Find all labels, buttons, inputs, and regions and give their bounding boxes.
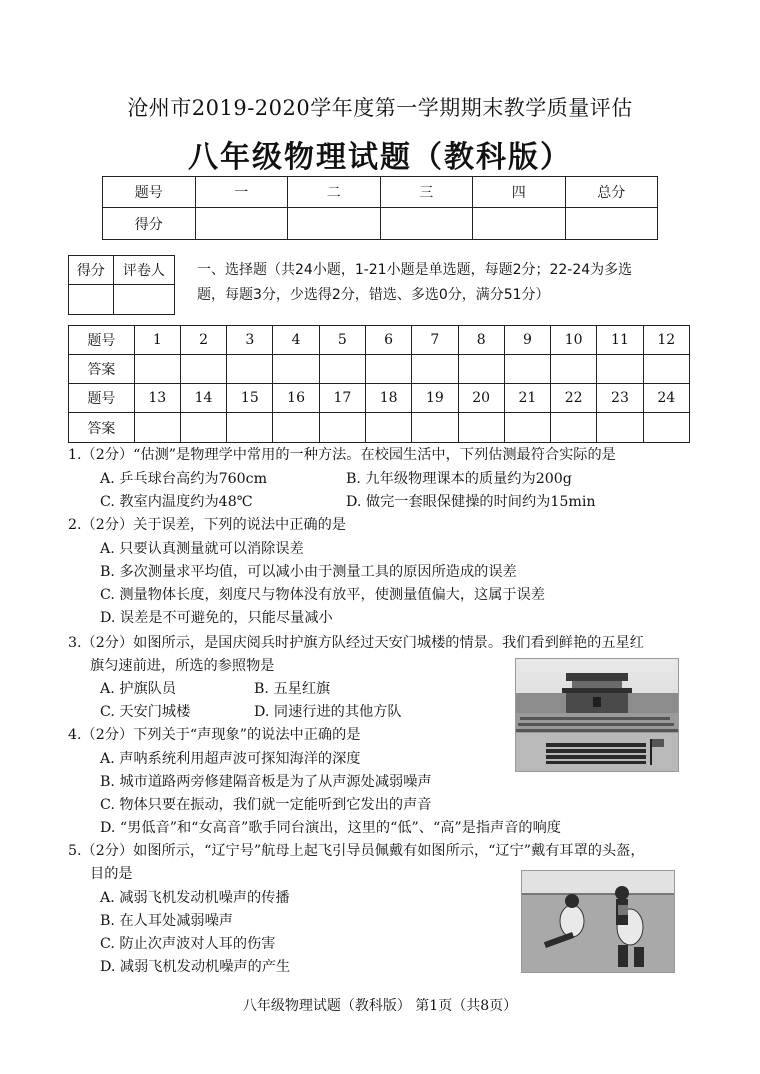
question-number-cell: 8 bbox=[458, 326, 504, 355]
question-number-cell: 6 bbox=[365, 326, 411, 355]
score-cell[interactable] bbox=[380, 208, 473, 240]
score-table-header: 二 bbox=[288, 177, 381, 208]
score-cell[interactable] bbox=[473, 208, 566, 240]
question-3-option-a: A. 护旗队员 bbox=[100, 681, 177, 697]
answer-cell[interactable] bbox=[504, 413, 550, 443]
score-table-header: 题号 bbox=[103, 177, 196, 208]
answer-cell[interactable] bbox=[597, 355, 643, 384]
question-number-cell: 5 bbox=[319, 326, 365, 355]
grader-box bbox=[68, 255, 175, 315]
question-number-cell: 4 bbox=[273, 326, 319, 355]
flight-guide-image bbox=[522, 871, 674, 972]
question-2-stem: 2.（2分）关于误差，下列的说法中正确的是 bbox=[68, 517, 346, 533]
answer-cell[interactable] bbox=[319, 355, 365, 384]
question-number-cell: 13 bbox=[134, 384, 180, 413]
answer-cell[interactable] bbox=[180, 355, 226, 384]
question-5-stem: 5.（2分）如图所示，“辽宁号”航母上起飞引导员佩戴有如图所示，“辽宁”戴有耳罩的头盔， bbox=[68, 843, 645, 859]
answer-cell[interactable] bbox=[365, 355, 411, 384]
score-row-label: 得分 bbox=[103, 208, 196, 240]
score-table-header: 四 bbox=[473, 177, 566, 208]
question-number-cell: 12 bbox=[643, 326, 689, 355]
question-5-option-a: A. 减弱飞机发动机噪声的传播 bbox=[100, 890, 290, 906]
score-cell[interactable] bbox=[288, 208, 381, 240]
answer-table-label-no: 题号 bbox=[69, 326, 135, 355]
question-number-cell: 7 bbox=[412, 326, 458, 355]
question-3-option-c: C. 天安门城楼 bbox=[100, 704, 191, 720]
answer-cell[interactable] bbox=[227, 413, 273, 443]
score-table bbox=[102, 176, 658, 240]
answer-cell[interactable] bbox=[551, 355, 597, 384]
question-number-cell: 14 bbox=[180, 384, 226, 413]
answer-cell[interactable] bbox=[227, 355, 273, 384]
answer-cell[interactable] bbox=[643, 355, 689, 384]
tiananmen-parade-image bbox=[516, 659, 678, 771]
question-1-option-d: D. 做完一套眼保健操的时间约为15min bbox=[346, 494, 596, 510]
question-1-option-b: B. 九年级物理课本的质量约为200g bbox=[346, 471, 572, 487]
question-number-cell: 22 bbox=[551, 384, 597, 413]
question-number-cell: 23 bbox=[597, 384, 643, 413]
grader-name-label: 评卷人 bbox=[113, 256, 174, 285]
question-number-cell: 21 bbox=[504, 384, 550, 413]
answer-table-label-ans: 答案 bbox=[69, 413, 135, 443]
answer-cell[interactable] bbox=[273, 413, 319, 443]
question-2-option-d: D. 误差是不可避免的，只能尽量减小 bbox=[100, 610, 333, 626]
answer-cell[interactable] bbox=[643, 413, 689, 443]
answer-table-label-ans: 答案 bbox=[69, 355, 135, 384]
answer-cell[interactable] bbox=[551, 413, 597, 443]
question-number-cell: 20 bbox=[458, 384, 504, 413]
question-1-option-a: A. 乒乓球台高约为760cm bbox=[100, 471, 268, 487]
question-4-option-c: C. 物体只要在振动，我们就一定能听到它发出的声音 bbox=[100, 797, 432, 813]
question-3-stem-cont: 旗匀速前进，所选的参照物是 bbox=[90, 658, 275, 674]
question-2-option-a: A. 只要认真测量就可以消除误差 bbox=[100, 541, 304, 557]
question-4-option-d: D. “男低音”和“女高音”歌手同台演出，这里的“低”、“高”是指声音的响度 bbox=[100, 820, 561, 836]
question-2-option-b: B. 多次测量求平均值，可以减小由于测量工具的原因所造成的误差 bbox=[100, 564, 517, 580]
score-table-header: 三 bbox=[380, 177, 473, 208]
answer-table bbox=[68, 325, 690, 443]
score-table-header: 总分 bbox=[565, 177, 658, 208]
answer-cell[interactable] bbox=[134, 413, 180, 443]
question-2-option-c: C. 测量物体长度，刻度尺与物体没有放平，使测量值偏大，这属于误差 bbox=[100, 587, 545, 603]
score-cell[interactable] bbox=[195, 208, 288, 240]
score-cell[interactable] bbox=[565, 208, 658, 240]
question-number-cell: 11 bbox=[597, 326, 643, 355]
question-1-stem: 1.（2分）“估测”是物理学中常用的一种方法。在校园生活中，下列估测最符合实际的是 bbox=[68, 447, 616, 463]
question-4-option-b: B. 城市道路两旁修建隔音板是为了从声源处减弱噪声 bbox=[100, 774, 432, 790]
page-footer: 八年级物理试题（教科版） 第1页（共8页） bbox=[242, 998, 518, 1014]
section-1-intro-line1: 一、选择题（共24小题，1-21小题是单选题，每题2分；22-24为多选 bbox=[197, 262, 633, 278]
question-5-option-c: C. 防止次声波对人耳的伤害 bbox=[100, 936, 276, 952]
question-number-cell: 15 bbox=[227, 384, 273, 413]
answer-cell[interactable] bbox=[458, 413, 504, 443]
question-number-cell: 19 bbox=[412, 384, 458, 413]
question-4-option-a: A. 声呐系统利用超声波可探知海洋的深度 bbox=[100, 751, 361, 767]
question-number-cell: 3 bbox=[227, 326, 273, 355]
answer-cell[interactable] bbox=[597, 413, 643, 443]
question-5-option-b: B. 在人耳处减弱噪声 bbox=[100, 913, 233, 929]
carrier-deck-photo bbox=[521, 870, 675, 973]
section-1-intro-line2: 题，每题3分，少选得2分，错选、多选0分，满分51分） bbox=[197, 287, 550, 303]
answer-cell[interactable] bbox=[458, 355, 504, 384]
exam-title-line1: 沧州市2019-2020学年度第一学期期末教学质量评估 bbox=[127, 96, 633, 120]
grader-score-label: 得分 bbox=[69, 256, 114, 285]
answer-cell[interactable] bbox=[412, 355, 458, 384]
question-number-cell: 2 bbox=[180, 326, 226, 355]
answer-cell[interactable] bbox=[273, 355, 319, 384]
question-3-stem: 3.（2分）如图所示，是国庆阅兵时护旗方队经过天安门城楼的情景。我们看到鲜艳的五星红 bbox=[68, 635, 644, 651]
question-3-option-b: B. 五星红旗 bbox=[254, 681, 331, 697]
section-1-instructions bbox=[197, 258, 667, 308]
answer-cell[interactable] bbox=[412, 413, 458, 443]
question-number-cell: 16 bbox=[273, 384, 319, 413]
answer-cell[interactable] bbox=[365, 413, 411, 443]
question-number-cell: 10 bbox=[551, 326, 597, 355]
answer-cell[interactable] bbox=[180, 413, 226, 443]
question-4-stem: 4.（2分）下列关于“声现象”的说法中正确的是 bbox=[68, 727, 361, 743]
score-table-header: 一 bbox=[195, 177, 288, 208]
question-number-cell: 9 bbox=[504, 326, 550, 355]
question-1-option-c: C. 教室内温度约为48℃ bbox=[100, 494, 253, 510]
question-number-cell: 18 bbox=[365, 384, 411, 413]
question-number-cell: 1 bbox=[134, 326, 180, 355]
question-5-stem-cont: 目的是 bbox=[90, 866, 133, 882]
question-number-cell: 24 bbox=[643, 384, 689, 413]
parade-photo bbox=[515, 658, 679, 772]
answer-cell[interactable] bbox=[504, 355, 550, 384]
grader-score-cell[interactable] bbox=[69, 285, 114, 315]
answer-cell[interactable] bbox=[134, 355, 180, 384]
question-3-option-d: D. 同速行进的其他方队 bbox=[254, 704, 402, 720]
exam-title-line2: 八年级物理试题（教科版） bbox=[188, 140, 572, 175]
question-5-option-d: D. 减弱飞机发动机噪声的产生 bbox=[100, 959, 291, 975]
answer-table-label-no: 题号 bbox=[69, 384, 135, 413]
answer-cell[interactable] bbox=[319, 413, 365, 443]
grader-name-cell[interactable] bbox=[113, 285, 174, 315]
question-number-cell: 17 bbox=[319, 384, 365, 413]
